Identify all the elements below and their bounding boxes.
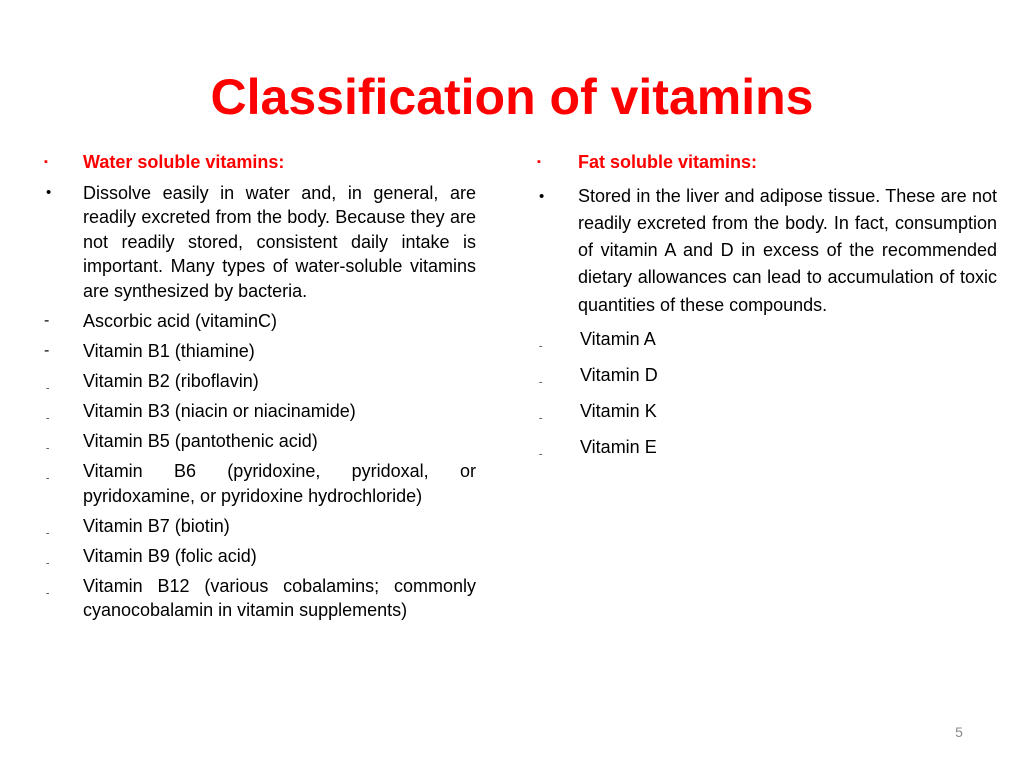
list-item-text: Vitamin E	[580, 436, 657, 457]
list-item	[40, 459, 476, 508]
fat-soluble-column	[533, 150, 997, 471]
dash-bullet-icon: ˍ	[46, 409, 50, 420]
list-item-text: Vitamin B2 (riboflavin)	[83, 371, 259, 391]
list-item-text: Vitamin B12 (various cobalamins; commonly cyanocobalamin in vitamin supplements)	[83, 575, 476, 620]
water-soluble-header	[40, 150, 476, 175]
list-item-text: Vitamin B1 (thiamine)	[83, 341, 255, 361]
list-item	[40, 339, 476, 364]
fat-soluble-description	[533, 183, 997, 319]
water-soluble-description	[40, 181, 476, 304]
list-item-text: Vitamin B9 (folic acid)	[83, 545, 257, 566]
list-item-text: Vitamin B3 (niacin or niacinamide)	[83, 401, 356, 421]
fat-soluble-heading: Fat soluble vitamins:	[578, 152, 758, 172]
list-item	[40, 399, 476, 424]
square-bullet-icon: ▪	[537, 156, 541, 168]
list-item	[40, 574, 476, 623]
list-item	[533, 435, 997, 460]
round-bullet-icon: •	[46, 183, 52, 201]
water-soluble-column	[40, 150, 476, 628]
dash-bullet-icon: ˍ	[46, 469, 50, 480]
list-item-text: Vitamin A	[580, 328, 656, 349]
list-item-text: Vitamin D	[580, 364, 658, 385]
fat-soluble-header	[533, 150, 997, 175]
dash-bullet-icon: ˍ	[46, 379, 50, 390]
dash-bullet-icon: ˍ	[46, 583, 50, 595]
list-item-text: Vitamin B6 (pyridoxine, pyridoxal, or pyridoxamine, or pyridoxine hydrochloride)	[83, 461, 476, 506]
dash-bullet-icon: ˍ	[46, 523, 50, 535]
list-item	[40, 429, 476, 454]
dash-bullet-icon: -	[44, 342, 50, 359]
list-item-text: Vitamin K	[580, 400, 657, 421]
dash-bullet-icon: ˍ	[46, 439, 50, 450]
list-item	[533, 327, 997, 352]
dash-bullet-icon: ˍ	[539, 372, 543, 384]
list-item	[40, 369, 476, 394]
list-item-text: Ascorbic acid (vitaminC)	[83, 311, 278, 331]
dash-bullet-icon: ˍ	[539, 336, 543, 348]
fat-soluble-paragraph: Stored in the liver and adipose tissue. These are not readily excreted from the body. In fact, consumption of vitamin A and D in excess of the recommended dietary allowances can lead to accumulation of toxic quantities of these compounds.	[578, 185, 997, 315]
page-number: 5	[955, 724, 963, 740]
dash-bullet-icon: -	[44, 312, 50, 329]
water-soluble-heading: Water soluble vitamins:	[83, 152, 285, 172]
list-item	[40, 514, 476, 539]
slide-title: Classification of vitamins	[210, 69, 814, 125]
square-bullet-icon: ▪	[44, 156, 48, 168]
list-item	[533, 363, 997, 388]
list-item	[40, 544, 476, 569]
list-item	[40, 309, 476, 334]
dash-bullet-icon: ˍ	[46, 553, 50, 565]
dash-bullet-icon: ˍ	[539, 444, 543, 456]
water-soluble-paragraph: Dissolve easily in water and, in general, are readily excreted from the body. Because they are not readily stored, consistent daily intake is important. Many types of water-soluble vitamins are synthesized by bacteria.	[83, 182, 476, 301]
dash-bullet-icon: ˍ	[539, 408, 543, 420]
round-bullet-icon: •	[539, 187, 545, 205]
list-item-text: Vitamin B5 (pantothenic acid)	[83, 431, 318, 451]
list-item	[533, 399, 997, 424]
list-item-text: Vitamin B7 (biotin)	[83, 515, 230, 536]
